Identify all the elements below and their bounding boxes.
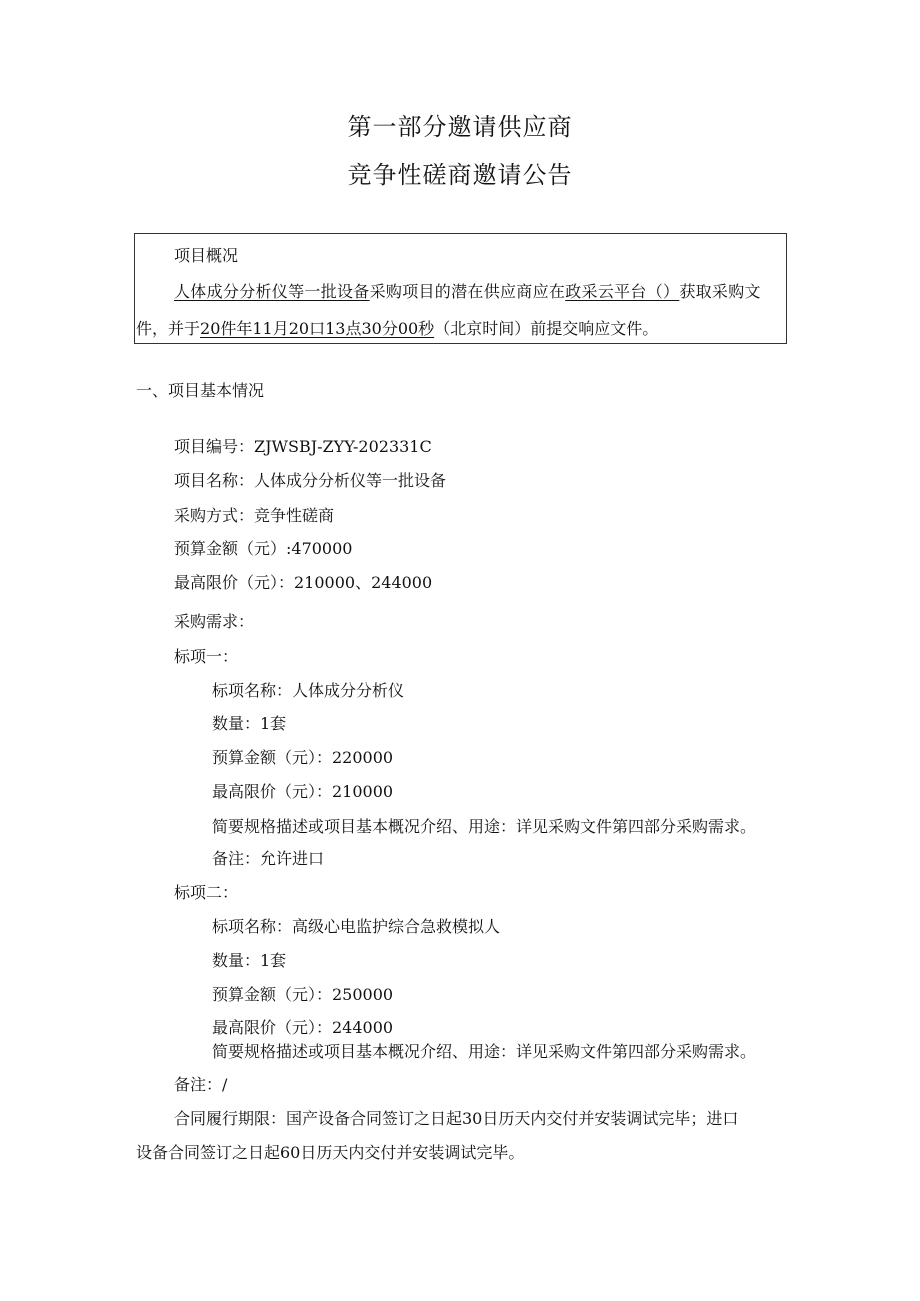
project-name: 项目名称：人体成分分析仪等一批设备 xyxy=(174,471,447,490)
procurement-method: 采购方式：竞争性磋商 xyxy=(174,506,335,525)
lot2-budget: 预算金额（元）：250000 xyxy=(212,985,394,1004)
lot1-remark: 备注：允许进口 xyxy=(212,849,325,868)
lot1-name: 标项名称：人体成分分析仪 xyxy=(212,681,405,700)
lot1-max-price: 最高限价（元）：210000 xyxy=(212,782,394,801)
lot2-desc: 简要规格描述或项目基本概况介绍、用途：详见采购文件第四部分采购需求。 xyxy=(212,1042,757,1061)
lot1-desc: 简要规格描述或项目基本概况介绍、用途：详见采购文件第四部分采购需求。 xyxy=(212,817,757,836)
lot1-budget: 预算金额（元）：220000 xyxy=(212,748,394,767)
project-no: 项目编号：ZJWSBJ-ZYY-202331C xyxy=(174,437,432,456)
overview-line2 xyxy=(136,319,658,339)
lot2-qty: 数量：1套 xyxy=(212,951,287,970)
budget: 预算金额（元）:470000 xyxy=(174,539,353,558)
lot2-max-price: 最高限价（元）：244000 xyxy=(212,1018,394,1037)
overview-text1: 采购项目的潜在供应商应在 xyxy=(369,282,566,301)
section1-heading: 一、项目基本情况 xyxy=(136,381,265,400)
overview-project-name: 人体成分分析仪等一批设备 xyxy=(174,282,370,301)
overview-deadline: 20件年11月20口13点30分00秒 xyxy=(200,319,435,338)
title-line1: 第一部分邀请供应商 xyxy=(347,113,573,141)
lot2-name: 标项名称：高级心电监护综合急救模拟人 xyxy=(212,917,501,936)
overview-heading: 项目概况 xyxy=(174,246,239,265)
lot2-label: 标项二： xyxy=(174,883,239,902)
overview-text2: 获取采购文 xyxy=(679,282,761,301)
lot1-qty: 数量：1套 xyxy=(212,714,287,733)
overview-line1 xyxy=(174,282,761,302)
demand-heading: 采购需求： xyxy=(174,612,255,631)
max-price: 最高限价（元）：210000、244000 xyxy=(174,573,433,592)
contract-line2: 设备合同签订之日起60日历天内交付并安装调试完毕。 xyxy=(136,1143,525,1162)
lot1-label: 标项一： xyxy=(174,647,239,666)
contract-line1: 合同履行期限：国产设备合同签订之日起30日历天内交付并安装调试完毕；进口 xyxy=(174,1109,739,1128)
overview-platform: 政采云平台（） xyxy=(565,282,680,301)
remark: 备注：/ xyxy=(174,1075,228,1094)
title-line2: 竞争性磋商邀请公告 xyxy=(347,161,573,189)
overview-text4: （北京时间）前提交响应文件。 xyxy=(434,319,659,338)
overview-text3: 件，并于 xyxy=(136,319,201,338)
